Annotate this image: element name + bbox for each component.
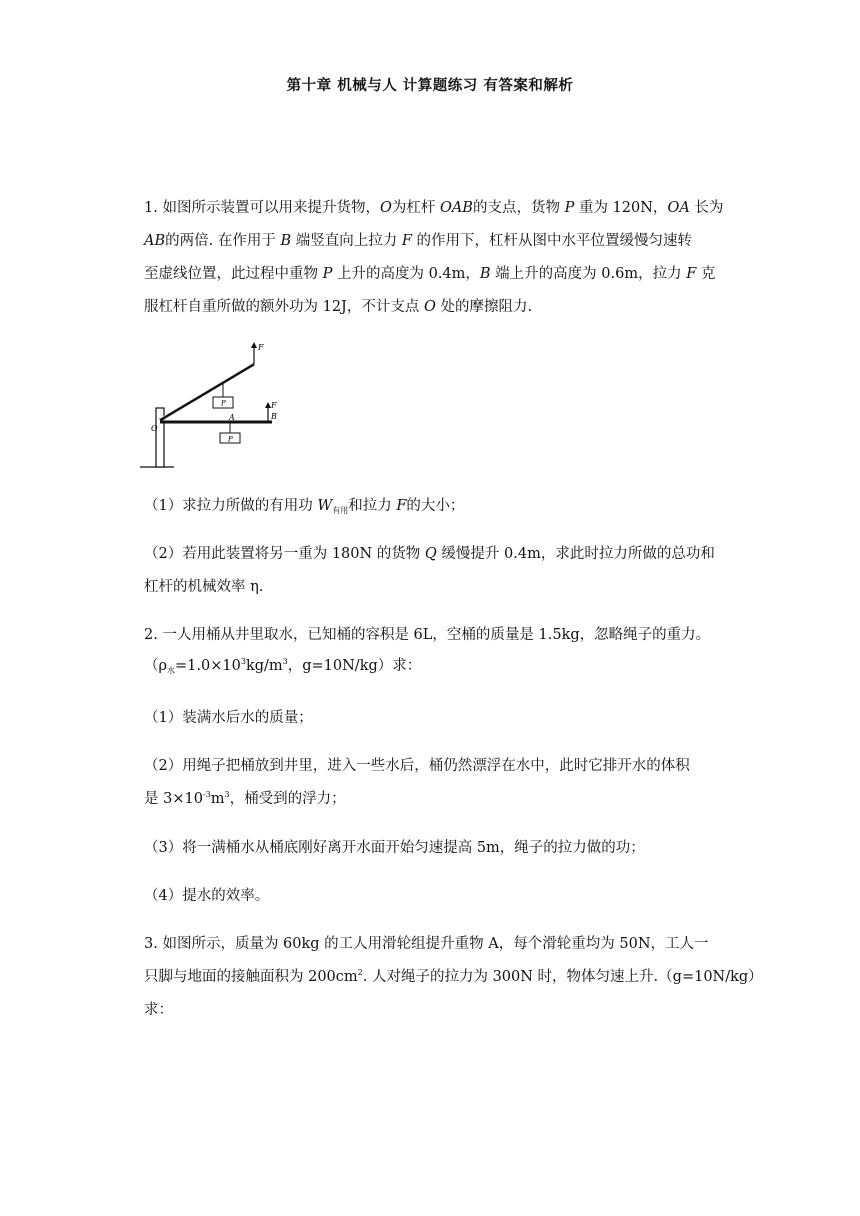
label-o: O: [151, 424, 158, 433]
q1-line-1: 1. 如图所示装置可以用来提升货物，O为杠杆 OAB的支点，货物 P 重为 120N，OA 长为: [144, 200, 724, 216]
question-2: 2. 一人用桶从井里取水，已知桶的容积是 6L，空桶的质量是 1.5kg，忽略绳子的重力。 （$\rho_水=1.0\times 10^3kg/m^3$，g=10N/kg）求：: [144, 627, 711, 675]
q1-sub-1: （1）求拉力所做的有用功 $W_{有用}$和拉力 F的大小；: [144, 498, 465, 515]
label-p-upper: P: [221, 399, 226, 408]
page-title: 第十章 机械与人 计算题练习 有答案和解析: [286, 78, 574, 94]
q1-sub-2: （2）若用此装置将另一重为 180N 的货物 Q 缓慢提升 0.4m，求此时拉力所做的总功和 杠杆的机械效率 η.: [144, 546, 715, 595]
lever-diagram: [140, 340, 290, 472]
q1-line-4: 服杠杆自重所做的额外功为 12J，不计支点 O 处的摩擦阻力.: [144, 299, 533, 315]
q2-sub-4: （4）提水的效率。: [144, 888, 270, 904]
q1-line-3: 至虚线位置，此过程中重物 P 上升的高度为 0.4m，B 端上升的高度为 0.6m，拉力 F 克: [144, 266, 716, 282]
label-a: A: [229, 413, 235, 422]
q2-sub-3: （3）将一满桶水从桶底刚好离开水面开始匀速提高 5m，绳子的拉力做的功；: [144, 840, 645, 856]
lever-diagram-svg: [140, 340, 290, 472]
label-b: B: [271, 412, 277, 421]
q2-sub-1: （1）装满水后水的质量；: [144, 710, 313, 726]
label-p-lower: P: [228, 435, 233, 444]
label-f-top: F: [258, 343, 264, 352]
q2-sub-2: （2）用绳子把桶放到井里，进入一些水后，桶仍然漂浮在水中，此时它排开水的体积 是 $3\times 10^{-3}m^3$，桶受到的浮力；: [144, 758, 690, 807]
question-3: 3. 如图所示，质量为 60kg 的工人用滑轮组提升重物 A，每个滑轮重均为 50N，工人一 只脚与地面的接触面积为 $200cm^2$. 人对绳子的拉力为 300N 时，物体匀速上升.（g=10N/kg） 求：: [144, 936, 763, 1018]
question-1: [144, 192, 722, 324]
tilted-lever: [160, 364, 254, 420]
q1-line-2: AB的两倍. 在作用于 B 端竖直向上拉力 F 的作用下，杠杆从图中水平位置缓慢匀速转: [144, 233, 693, 249]
label-f-b: F: [271, 401, 277, 410]
